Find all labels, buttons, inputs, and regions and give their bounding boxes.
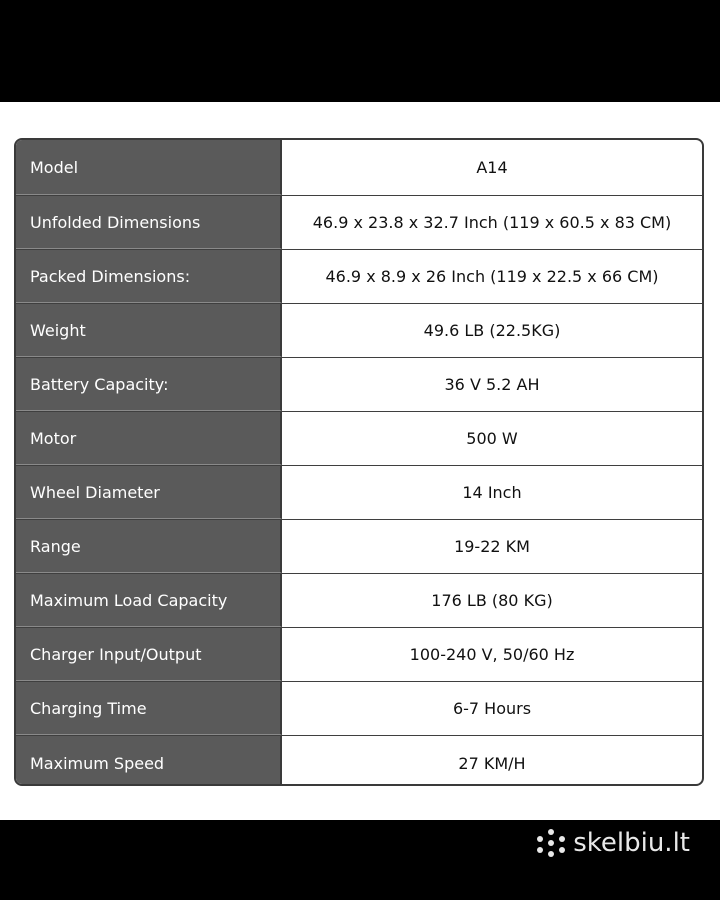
spec-value: 176 LB (80 KG) [431,591,553,610]
spec-value: 100-240 V, 50/60 Hz [409,645,575,664]
spec-row-range [16,520,702,574]
spec-label: Range [16,520,282,573]
spec-value: A14 [476,158,508,177]
spec-row-maximum-load-capacity [16,574,702,628]
spec-value: 46.9 x 23.8 x 32.7 Inch (119 x 60.5 x 83 CM) [312,213,672,232]
spec-row-maximum-speed [16,736,702,786]
spec-label: Charging Time [16,682,282,735]
spec-label: Charger Input/Output [16,628,282,681]
spec-table [14,138,704,786]
spec-row-motor [16,412,702,466]
watermark-text: skelbiu.lt [573,828,690,858]
spec-value: 36 V 5.2 AH [444,375,540,394]
spec-sheet [0,102,720,820]
dots-logo-icon [537,829,565,857]
spec-label: Unfolded Dimensions [16,196,282,249]
spec-row-battery-capacity [16,358,702,412]
spec-label: Maximum Speed [16,736,282,786]
spec-row-weight [16,304,702,358]
spec-row-charger-input-output [16,628,702,682]
spec-row-wheel-diameter [16,466,702,520]
watermark [537,828,690,858]
spec-value: 6-7 Hours [452,699,532,718]
spec-label: Model [16,140,282,195]
spec-row-unfolded-dimensions [16,196,702,250]
spec-value: 19-22 KM [454,537,530,556]
spec-value: 27 KM/H [458,753,526,773]
spec-row-model [16,140,702,196]
spec-value: 14 Inch [462,483,522,502]
spec-value: 500 W [466,429,518,448]
spec-row-packed-dimensions [16,250,702,304]
spec-label: Weight [16,304,282,357]
spec-label: Packed Dimensions: [16,250,282,303]
spec-label: Maximum Load Capacity [16,574,282,627]
top-black-bar [0,0,720,102]
spec-label: Motor [16,412,282,465]
spec-label: Wheel Diameter [16,466,282,519]
spec-row-charging-time [16,682,702,736]
spec-value: 49.6 LB (22.5KG) [423,321,561,340]
spec-label: Battery Capacity: [16,358,282,411]
spec-value: 46.9 x 8.9 x 26 Inch (119 x 22.5 x 66 CM) [325,267,659,286]
